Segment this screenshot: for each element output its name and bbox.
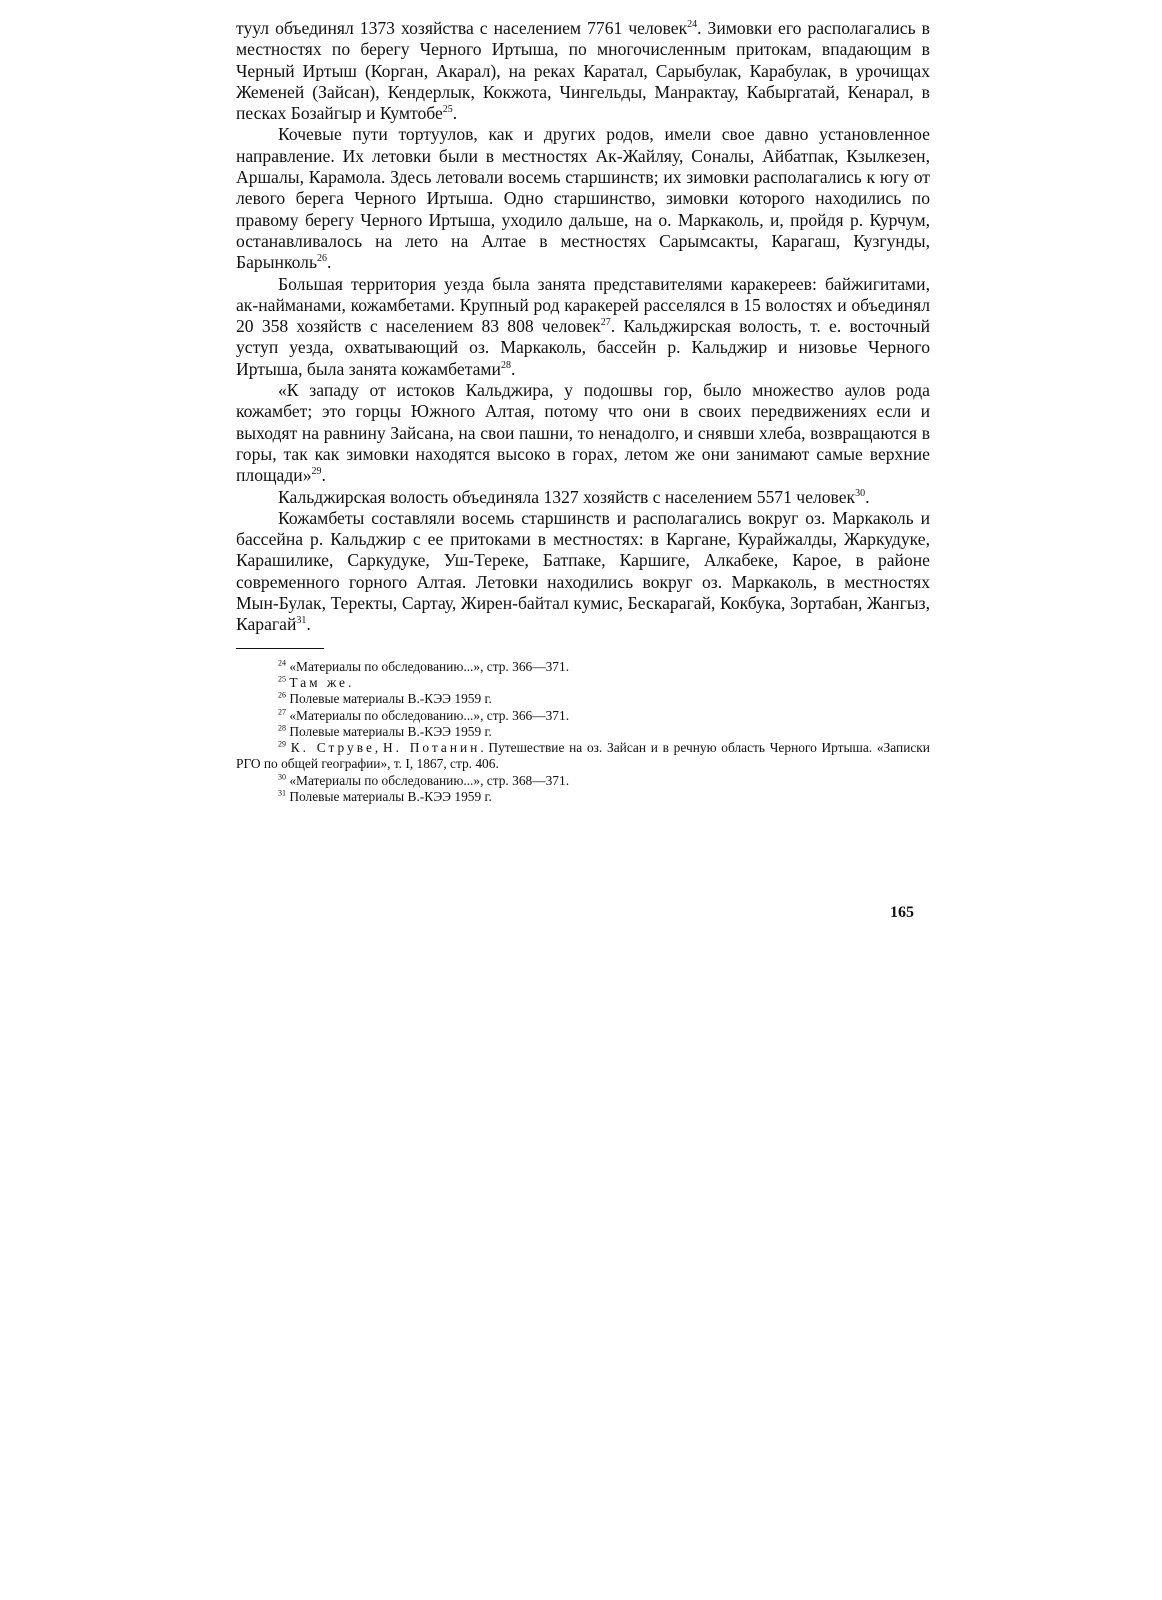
footnote-number: 27 (278, 707, 286, 717)
footnote (236, 691, 930, 707)
paragraph (236, 124, 930, 273)
spaced-author-text: Н. Потанин (382, 740, 481, 756)
text-run: Кочевые пути тортуулов, как и других родов, имели свое давно установленное направление. Их летовки были в местностях Ак-Жайляу, Соналы, Айбатпак, Кзылкезен, Аршалы, Карамола. Здесь летовали восемь старшинств; их зимовки располагались к югу от левого берега Черного Иртыша. Одно старшинство, зимовки которого находились по правому берегу Черного Иртыша, уходило дальше, на о. Маркаколь, и, пройдя р. Курчум, останавливалось на лето на Алтае в местностях Сарымсакты, Карагаш, Кузгунды, Барынколь (236, 124, 930, 273)
text-run: . (452, 103, 458, 124)
footnote-number: 30 (278, 772, 286, 782)
text-run: . (326, 252, 332, 273)
footnote (236, 773, 930, 789)
text-run: . Зимовки его располагались в местностях по берегу Черного Иртыша, по многочисленным притокам, впадающим в Черный Иртыш (Корган, Акарал), на реках Каратал, Сарыбулак, Карабулак, в урочищах Жеменей (Зайсан), Кендерлык, Кокжота, Чингельды, Манрактау, Кабыргатай, Кенарал, в песках Бозайгыр и Кумтобе (236, 18, 930, 124)
text-run: «К западу от истоков Кальджира, у подошвы гор, было множество аулов рода кожамбет; это горцы Южного Алтая, потому что они в своих передвижениях если и выходят на равнину Зайсана, на свои пашни, то ненадолго, и снявши хлеба, возвращаются в горы, так как зимовки находятся высоко в горах, летом же они занимают самые верхние площади» (236, 380, 930, 486)
footnote-divider (236, 648, 324, 649)
footnote-number: 29 (278, 739, 286, 749)
footnote (236, 659, 930, 675)
footnote-reference: 26 (316, 253, 327, 265)
footnote (236, 789, 930, 805)
text-run: Кожамбеты составляли восемь старшинств и располагались вокруг оз. Маркаколь и бассейна р. Кальджир с ее притоками в местностях: в Каргане, Курайжалды, Жаркудуке, Карашилике, Саркудуке, Уш-Тереке, Батпаке, Каршиге, Алкабеке, Карое, в районе современного горного Алтая. Летовки находились вокруг оз. Маркаколь, в местностях Мын-Булак, Теректы, Сартау, Жирен-байтал кумис, Бескарагай, Кокбука, Зортабан, Жангыз, Карагай (236, 507, 930, 635)
footnotes (236, 659, 930, 806)
footnote-reference: 25 (442, 104, 453, 116)
footnote (236, 708, 930, 724)
footnote-reference: 31 (296, 615, 307, 627)
footnote-reference: 28 (500, 359, 511, 371)
text-run: Большая территория уезда была занята представителями каракереев: байжигитами, ак-найманами, кожамбетами. Крупный род каракерей расселялся в 15 волостях и объединял 20 358 хозяйств с населением 83 808 человек (236, 273, 930, 337)
footnote-reference: 24 (687, 19, 698, 31)
main-text (236, 18, 930, 636)
text-run: «Материалы по обследованию...», стр. 366—371. (289, 707, 570, 723)
page-number: 165 (890, 904, 914, 921)
paragraph (236, 487, 930, 508)
text-run: «Материалы по обследованию...», стр. 368—371. (289, 772, 570, 788)
text-run: . Кальджирская волость, т. е. восточный уступ уезда, охватывающий оз. Маркаколь, бассейн р. Кальджир и низовье Черного Иртыша, была занята кожамбетами (236, 316, 930, 379)
footnote-reference: 30 (855, 487, 866, 499)
footnote-reference: 29 (311, 466, 322, 478)
text-run: «Материалы по обследованию...», стр. 366—371. (289, 658, 570, 674)
spaced-author-text: Там же (289, 674, 348, 690)
text-run: Полевые материалы В.-КЭЭ 1959 г. (289, 691, 492, 707)
text-run: Кальджирская волость объединяла 1327 хозяйств с населением 5571 человек (278, 486, 856, 507)
text-run: . (321, 465, 326, 486)
text-run: . (510, 358, 516, 379)
paragraph (236, 380, 930, 486)
footnote-number: 26 (278, 690, 286, 700)
footnote (236, 675, 930, 691)
footnote-reference: 27 (600, 317, 611, 329)
text-run: . (865, 486, 870, 507)
text-run: . Путешествие на оз. Зайсан и в речную область Черного Иртыша. «Записки РГО по общей географии», т. I, 1867, стр. 406. (236, 740, 930, 772)
spaced-author-text: К. Струве (290, 740, 375, 756)
paragraph (236, 18, 930, 124)
paragraph (236, 274, 930, 380)
footnote-number: 24 (278, 658, 286, 668)
footnote-number: 28 (278, 723, 286, 733)
footnote-number: 25 (278, 674, 286, 684)
text-run: туул объединял 1373 хозяйства с населением 7761 человек (236, 18, 688, 38)
footnote-number: 31 (278, 788, 286, 798)
footnote (236, 724, 930, 740)
footnote (236, 740, 930, 773)
text-run: Полевые материалы В.-КЭЭ 1959 г. (289, 788, 492, 804)
text-run: , (374, 740, 383, 756)
page-body (236, 18, 930, 805)
text-run: . (348, 674, 352, 690)
text-run: Полевые материалы В.-КЭЭ 1959 г. (289, 723, 492, 739)
text-run: . (306, 614, 311, 635)
paragraph (236, 508, 930, 636)
